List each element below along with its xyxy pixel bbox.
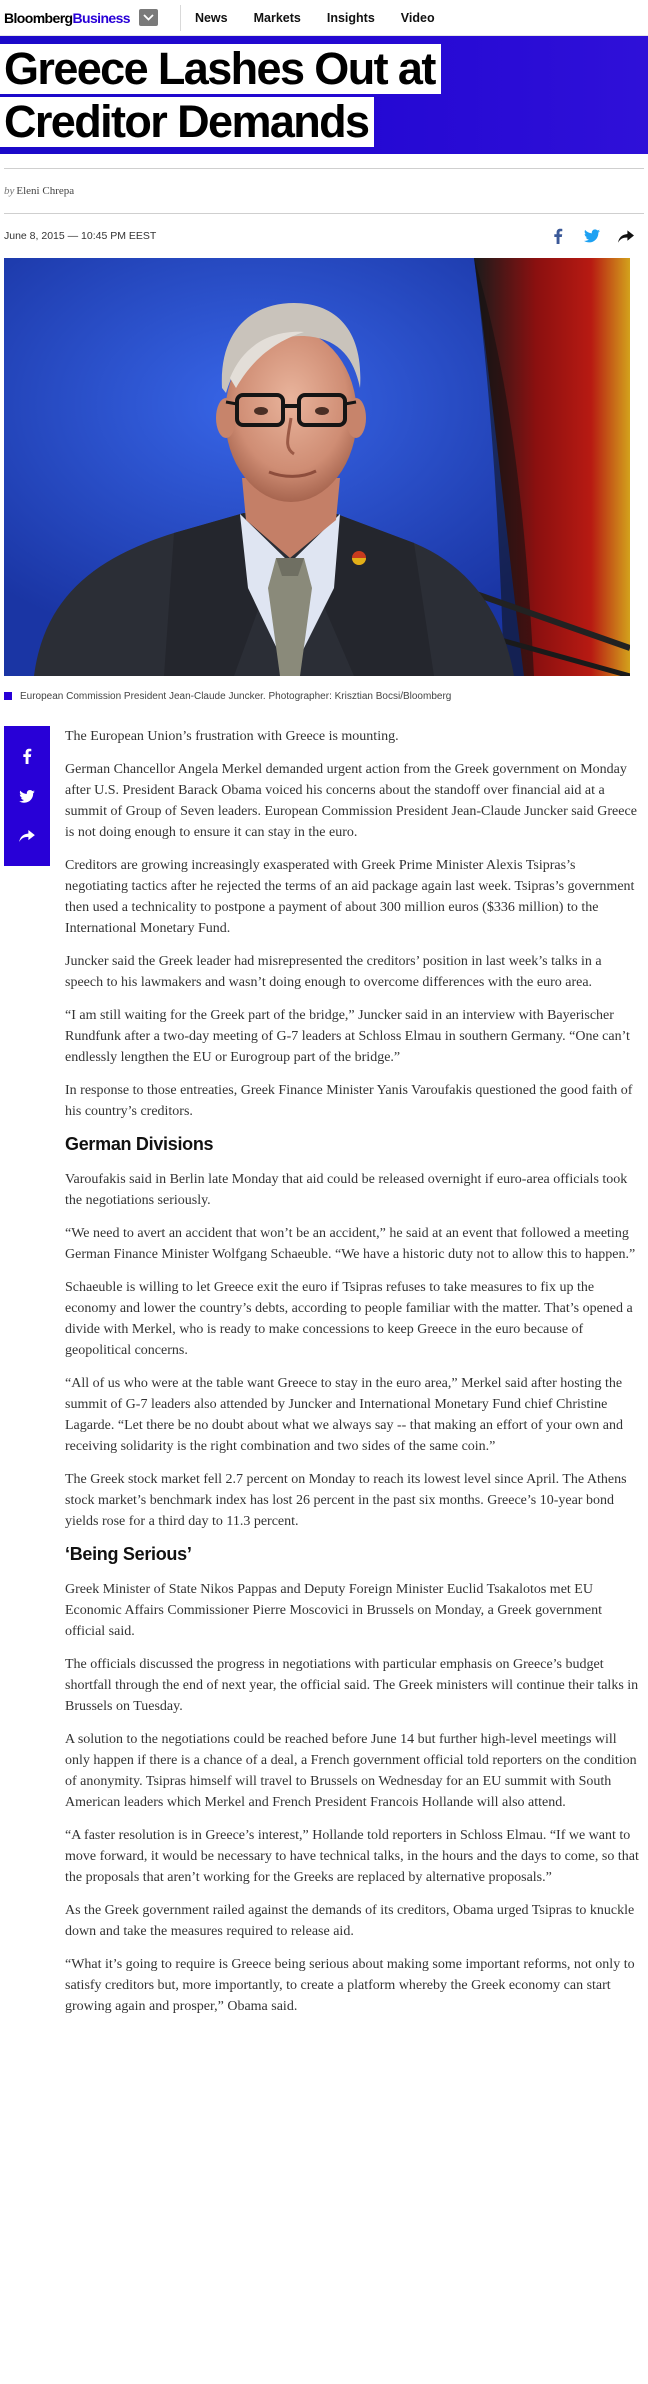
article-paragraph: Juncker said the Greek leader had misrepresented the creditors’ position in last week’s talks in a speech to his lawmakers and wasn’t doing enough to overcome differences with the euro area. bbox=[65, 954, 602, 990]
top-nav bbox=[0, 0, 648, 36]
brand-main: Bloomberg bbox=[4, 9, 73, 26]
nav-link-news[interactable]: News bbox=[194, 10, 228, 25]
dateline-row bbox=[0, 214, 648, 258]
article-paragraph: Creditors are growing increasingly exasperated with Greek Prime Minister Alexis Tsipras’s negotiating tactics after he rejected the terms of an aid package again last week. Tsipras’s government then used a technicality to postpone a payment of about 300 million euros ($336 million) to the International Monetary Fund. bbox=[65, 858, 635, 936]
chevron-down-icon bbox=[143, 14, 154, 21]
lead-photo-juncker bbox=[4, 258, 630, 676]
article-paragraph: A solution to the negotiations could be reached before June 14 but further high-level meetings will only happen if there is a chance of a deal, a French government official told reporters on the condition of anonymity. Tsipras himself will travel to Brussels on Wednesday for an EU summit with South American leaders which Merkel and French President Francois Hollande will also attend. bbox=[65, 1732, 637, 1810]
nav-link-insights[interactable]: Insights bbox=[326, 10, 375, 25]
twitter-icon[interactable] bbox=[17, 786, 37, 806]
bloomberg-business-logo[interactable] bbox=[4, 10, 130, 26]
headline-line-2: Creditor Demands bbox=[0, 97, 374, 147]
share-bar-top bbox=[550, 228, 634, 244]
article-wrap bbox=[0, 716, 648, 2017]
article-paragraph: “All of us who were at the table want Greece to stay in the euro area,” Merkel said after hosting the summit of G-7 leaders also attended by Juncker and International Monetary Fund chief Christine Lagarde. “Let there be no doubt about what we always say -- that making an effort of your own and receiving solidarity is the right combination and two sides of the same coin.” bbox=[65, 1376, 623, 1454]
article-paragraph: In response to those entreaties, Greek Finance Minister Yanis Varoufakis questioned the good faith of his country’s creditors. bbox=[65, 1083, 633, 1119]
side-share-bar bbox=[4, 726, 50, 866]
menu-chevron-button[interactable] bbox=[139, 9, 158, 26]
share-arrow-icon[interactable] bbox=[618, 228, 634, 244]
author-link[interactable]: Eleni Chrepa bbox=[16, 185, 75, 197]
article-paragraph: “A faster resolution is in Greece’s interest,” Hollande told reporters in Schloss Elmau. “If we want to move forward, it would be necessary to have technical talks, in the hours and the days to come, so that the proposals that aren’t working for the Greeks are replaced by alternative proposals.” bbox=[65, 1828, 639, 1885]
photo-caption bbox=[0, 676, 648, 716]
article-paragraph: As the Greek government railed against the demands of its creditors, Obama urged Tsipras to knuckle down and take the measures required to release aid. bbox=[65, 1903, 635, 1939]
publish-date: June 8, 2015 — 10:45 PM EEST bbox=[4, 230, 157, 242]
byline-prefix: by bbox=[4, 185, 15, 197]
section-heading-german-divisions: German Divisions bbox=[65, 1134, 214, 1154]
lead-figure bbox=[0, 258, 648, 716]
article-paragraph: “We need to avert an accident that won’t be an accident,” he said at an event that followed a meeting German Finance Minister Wolfgang Schaeuble. “We have a historic duty not to allow this to happen.” bbox=[65, 1226, 636, 1262]
article-paragraph: Schaeuble is willing to let Greece exit the euro if Tsipras refuses to take measures to fix up the economy and lower the country’s debts, according to people familiar with the matter. That’s opened a divide with Merkel, who is ready to make concessions to keep Greece in the euro because of geopolitical concerns. bbox=[65, 1280, 633, 1358]
article-paragraph: German Chancellor Angela Merkel demanded urgent action from the Greek government on Monday after U.S. President Barack Obama voiced his concerns about the standoff over financial aid at a summit of Group of Seven leaders. European Commission President Jean-Claude Juncker said Greece is not doing enough to ensure it can stay in the euro. bbox=[65, 762, 637, 840]
article-paragraph: The officials discussed the progress in negotiations with particular emphasis on Greece’s budget shortfall through the end of next year, the official said. The Greek ministers will continue their talks in Brussels on Tuesday. bbox=[65, 1657, 639, 1714]
twitter-icon[interactable] bbox=[584, 228, 600, 244]
article-paragraph: Varoufakis said in Berlin late Monday that aid could be released overnight if euro-area officials took the negotiations seriously. bbox=[65, 1172, 628, 1208]
nav-link-video[interactable]: Video bbox=[400, 10, 435, 25]
facebook-icon[interactable] bbox=[17, 746, 37, 766]
caption-marker bbox=[4, 692, 12, 700]
article-paragraph: “I am still waiting for the Greek part of the bridge,” Juncker said in an interview with Bayerischer Rundfunk after a two-day meeting of G-7 leaders at Schloss Elmau in southern Germany. “One can’t endlessly lengthen the EU or Eurogroup part of the bridge.” bbox=[65, 1008, 630, 1065]
brand-section: Business bbox=[72, 9, 130, 26]
facebook-icon[interactable] bbox=[550, 228, 566, 244]
headline-hero bbox=[0, 36, 648, 154]
article-paragraph: The Greek stock market fell 2.7 percent on Monday to reach its lowest level since April. The Athens stock market’s benchmark index has lost 26 percent in the past six months. Greece’s 10-year bond yields rose for a third day to 11.3 percent. bbox=[65, 1472, 627, 1529]
article-paragraph: “What it’s going to require is Greece being serious about making some important reforms, not only to satisfy creditors but, more importantly, to create a platform whereby the Greek economy can start growing again and prosper,” Obama said. bbox=[65, 1957, 635, 2014]
byline bbox=[0, 169, 648, 213]
portrait-illustration bbox=[4, 258, 630, 676]
article-paragraph: The European Union’s frustration with Greece is mounting. bbox=[65, 729, 399, 744]
section-heading-being-serious: ‘Being Serious’ bbox=[65, 1544, 192, 1564]
nav-divider bbox=[180, 5, 181, 31]
nav-links bbox=[195, 11, 435, 25]
nav-link-markets[interactable]: Markets bbox=[253, 10, 301, 25]
article-paragraph: Greek Minister of State Nikos Pappas and Deputy Foreign Minister Euclid Tsakalotos met EU Economic Affairs Commissioner Pierre Moscovici in Brussels on Monday, a Greek government official said. bbox=[65, 1582, 602, 1639]
caption-text: European Commission President Jean-Claude Juncker. Photographer: Krisztian Bocsi/Bloomberg bbox=[20, 690, 452, 702]
headline-line-1: Greece Lashes Out at bbox=[0, 44, 441, 94]
article-body bbox=[0, 716, 648, 2017]
share-arrow-icon[interactable] bbox=[17, 826, 37, 846]
